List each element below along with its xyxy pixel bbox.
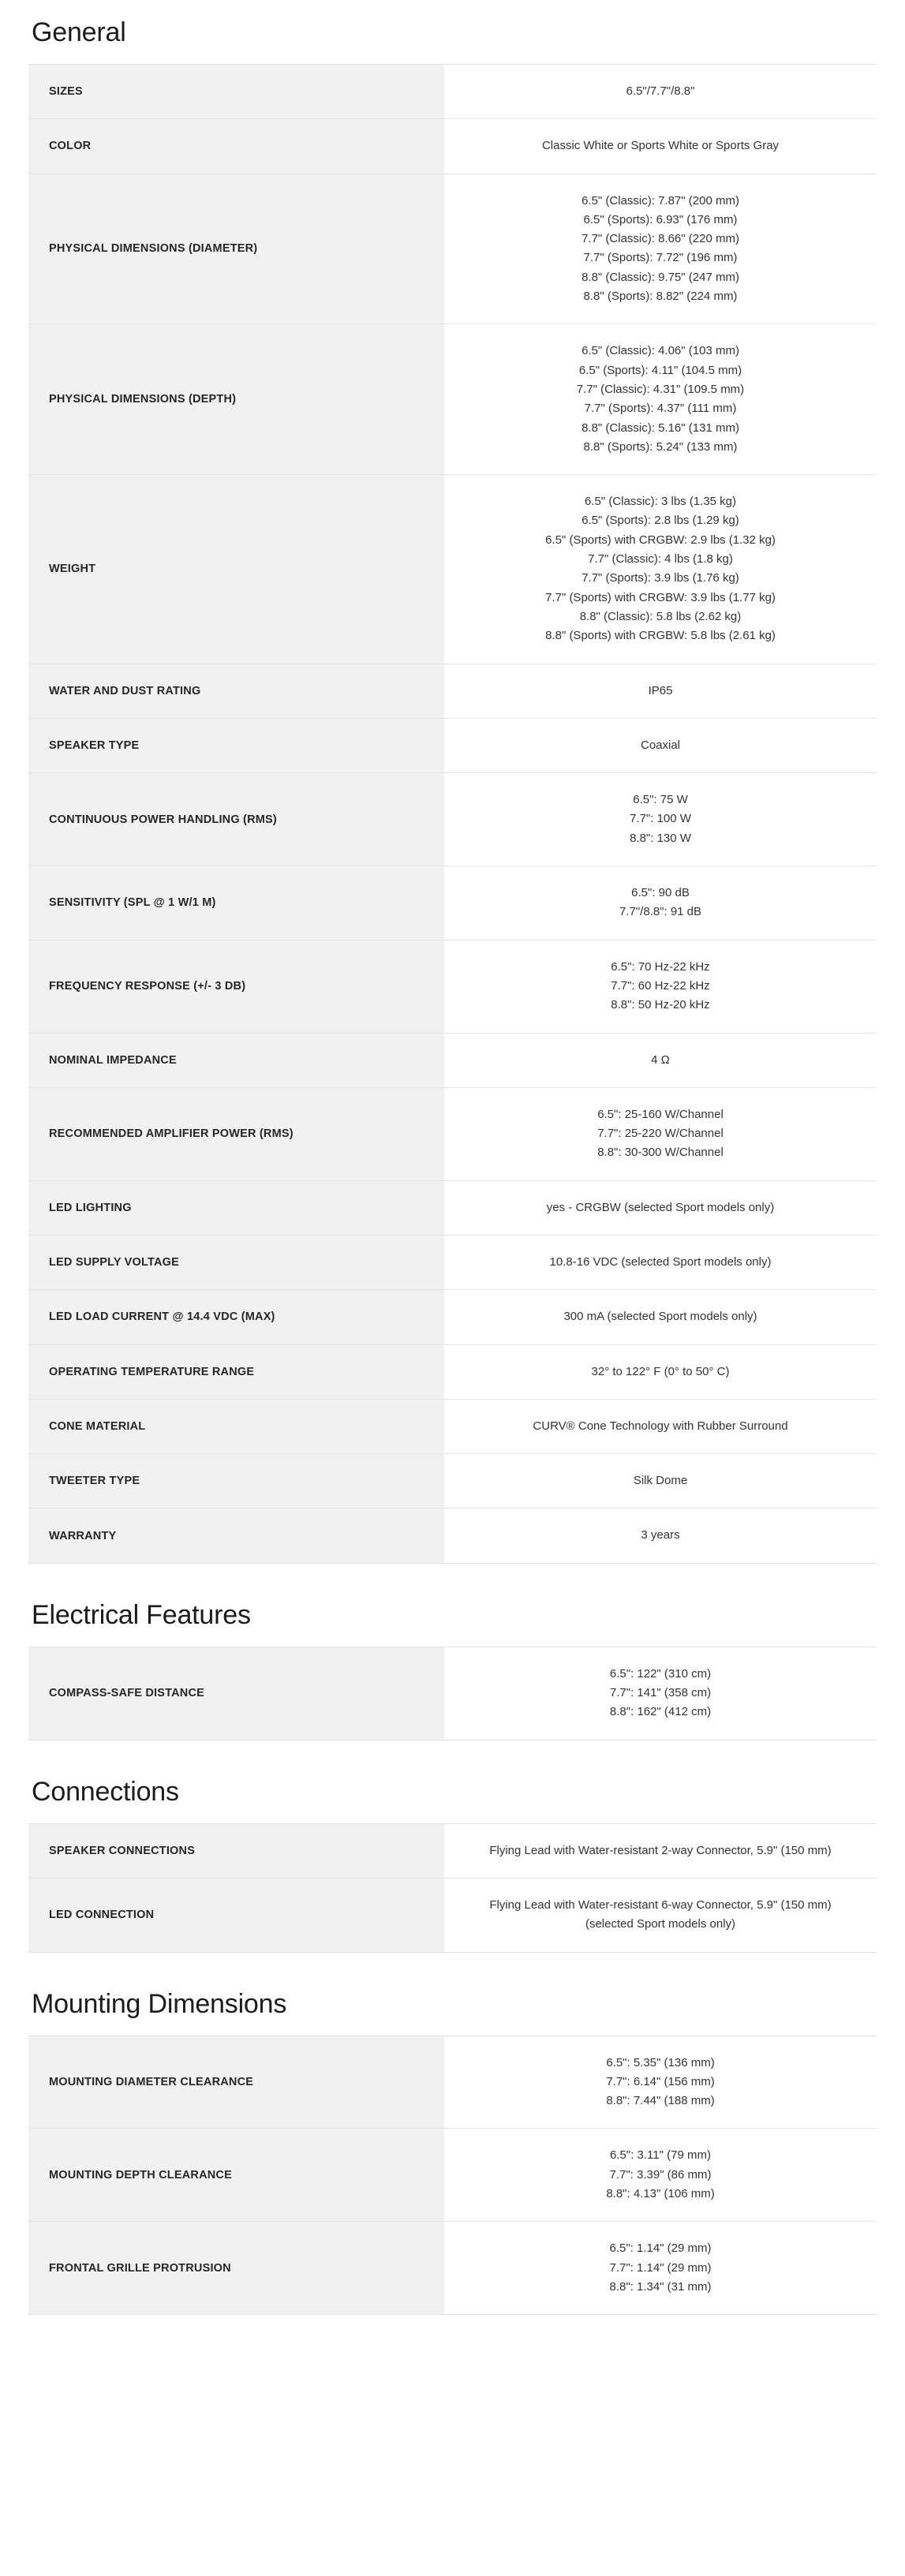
spec-value-line: 8.8": 1.34" (31 mm) [609,2279,712,2294]
spec-value-line: 6.5" (Classic): 4.06" (103 mm) [582,344,739,358]
spec-value [444,65,877,119]
spec-value-line: 7.7" (Classic): 4.31" (109.5 mm) [576,382,745,396]
spec-value [444,1454,877,1509]
spec-value [444,664,877,718]
spec-value-line: 8.8" (Classic): 9.75" (247 mm) [582,270,739,284]
section-title: Mounting Dimensions [32,1988,287,2019]
spec-table [28,64,877,1564]
spec-label: LED SUPPLY VOLTAGE [28,1235,444,1289]
spec-value-line: 6.5" (Sports) with CRGBW: 2.9 lbs (1.32 kg) [545,533,776,547]
spec-label: PHYSICAL DIMENSIONS (DEPTH) [28,324,444,475]
spec-label: PHYSICAL DIMENSIONS (DIAMETER) [28,174,444,324]
spec-value-line: 6.5" (Classic): 3 lbs (1.35 kg) [584,495,737,509]
section-title: Electrical Features [32,1599,251,1630]
spec-value [444,1647,877,1740]
spec-value-line: 7.7": 25-220 W/Channel [597,1127,724,1141]
table-row [28,119,877,174]
spec-value-line: 7.7": 1.14" (29 mm) [609,2260,712,2275]
spec-value-line: 7.7": 100 W [630,812,691,826]
spec-label: MOUNTING DEPTH CLEARANCE [28,2129,444,2222]
spec-value [444,324,877,475]
spec-value-line: 8.8": 130 W [630,831,691,845]
spec-value-line: 6.5": 5.35" (136 mm) [606,2055,715,2069]
spec-section [28,1989,877,2316]
spec-table [28,1823,877,1953]
spec-value-line: 7.7": 60 Hz-22 kHz [611,978,710,993]
table-row [28,664,877,718]
table-row [28,2036,877,2129]
spec-value-line: 7.7" (Sports): 3.9 lbs (1.76 kg) [582,571,739,585]
spec-value [444,1344,877,1399]
table-row [28,1878,877,1952]
table-row [28,866,877,940]
spec-value-line: 6.5" (Sports): 2.8 lbs (1.29 kg) [582,514,739,528]
table-row [28,1033,877,1087]
spec-label: SPEAKER TYPE [28,718,444,772]
spec-label: WEIGHT [28,475,444,664]
spec-value-line: 6.5": 3.11" (79 mm) [610,2148,711,2163]
spec-value [444,1823,877,1878]
spec-value-line: 8.8" (Sports): 8.82" (224 mm) [583,290,738,304]
table-row [28,1823,877,1878]
spec-value [444,1878,877,1952]
spec-label: SPEAKER CONNECTIONS [28,1823,444,1878]
spec-value-line: CURV® Cone Technology with Rubber Surround [533,1419,788,1433]
spec-value-line: 8.8": 50 Hz-20 kHz [611,998,710,1012]
table-row [28,475,877,664]
spec-value-line: 7.7" (Classic): 4 lbs (1.8 kg) [588,552,733,566]
spec-value-line: 8.8": 30-300 W/Channel [597,1146,724,1160]
spec-value-line: 7.7": 6.14" (156 mm) [606,2074,715,2088]
table-row [28,718,877,772]
spec-value [444,718,877,772]
spec-section [28,1777,877,1953]
spec-value-line: 8.8" (Sports): 5.24" (133 mm) [583,439,738,454]
spec-value-line: 8.8": 4.13" (106 mm) [606,2187,715,2201]
spec-value-line: 6.5" (Classic): 7.87" (200 mm) [582,193,739,208]
spec-label: NOMINAL IMPEDANCE [28,1033,444,1087]
spec-label: OPERATING TEMPERATURE RANGE [28,1344,444,1399]
table-row [28,1235,877,1289]
spec-label: MOUNTING DIAMETER CLEARANCE [28,2036,444,2129]
spec-value [444,119,877,174]
spec-label: COLOR [28,119,444,174]
spec-value-line: 6.5" (Sports): 4.11" (104.5 mm) [578,363,742,377]
spec-value-line: 7.7"/8.8": 91 dB [619,905,702,919]
spec-label: LED CONNECTION [28,1878,444,1952]
section-title: Connections [32,1776,179,1807]
spec-value-line: Silk Dome [633,1474,688,1488]
spec-table [28,1647,877,1740]
spec-value [444,2129,877,2222]
spec-value [444,773,877,866]
spec-value [444,940,877,1033]
spec-value [444,1087,877,1180]
spec-value-line: IP65 [648,683,673,697]
spec-value-line: 6.5": 70 Hz-22 kHz [611,959,710,974]
spec-value-line: 10.8-16 VDC (selected Sport models only) [549,1254,772,1269]
table-row [28,2222,877,2315]
spec-value-line: 7.7": 141" (358 cm) [609,1686,712,1700]
spec-value [444,1180,877,1235]
spec-value-line: 6.5" (Sports): 6.93" (176 mm) [583,212,738,226]
spec-value-line: 7.7" (Sports): 4.37" (111 mm) [584,402,737,416]
spec-label: FRONTAL GRILLE PROTRUSION [28,2222,444,2315]
spec-value [444,174,877,324]
spec-value-line: 6.5": 75 W [633,793,688,807]
spec-value-line: 8.8": 7.44" (188 mm) [606,2094,715,2108]
spec-label: CONE MATERIAL [28,1399,444,1453]
spec-label: SIZES [28,65,444,119]
spec-label: TWEETER TYPE [28,1454,444,1509]
table-row [28,1290,877,1344]
table-row [28,65,877,119]
spec-label: RECOMMENDED AMPLIFIER POWER (RMS) [28,1087,444,1180]
spec-value-line: yes - CRGBW (selected Sport models only) [546,1200,775,1214]
spec-value-line: 6.5": 1.14" (29 mm) [609,2241,712,2256]
spec-value-line: 7.7": 3.39" (86 mm) [609,2167,712,2182]
spec-label: LED LOAD CURRENT @ 14.4 VDC (MAX) [28,1290,444,1344]
spec-value-line: Flying Lead with Water-resistant 6-way Connector, 5.9" (150 mm) (selected Sport models only) [489,1897,832,1931]
spec-sections [28,17,877,2315]
spec-label: COMPASS-SAFE DISTANCE [28,1647,444,1740]
spec-sheet-page [0,17,905,2395]
spec-value-line: 3 years [641,1528,680,1542]
spec-label: LED LIGHTING [28,1180,444,1235]
table-row [28,940,877,1033]
spec-value-line: 7.7" (Sports) with CRGBW: 3.9 lbs (1.77 kg) [545,590,776,604]
spec-value-line: 6.5": 122" (310 cm) [609,1666,712,1681]
spec-table [28,2036,877,2316]
table-row [28,2129,877,2222]
table-row [28,1509,877,1563]
spec-value-line: Flying Lead with Water-resistant 2-way Connector, 5.9" (150 mm) [489,1843,832,1857]
spec-value-line: 8.8" (Classic): 5.8 lbs (2.62 kg) [579,609,742,623]
spec-value [444,1290,877,1344]
spec-label: SENSITIVITY (SPL @ 1 W/1 M) [28,866,444,940]
spec-value [444,1235,877,1289]
table-row [28,1454,877,1509]
spec-value [444,2222,877,2315]
spec-label: WATER AND DUST RATING [28,664,444,718]
spec-label: FREQUENCY RESPONSE (+/- 3 DB) [28,940,444,1033]
spec-value [444,475,877,664]
spec-label: CONTINUOUS POWER HANDLING (RMS) [28,773,444,866]
spec-value [444,1033,877,1087]
spec-value-line: Coaxial [640,738,681,752]
spec-value [444,1509,877,1563]
spec-value-line: 300 mA (selected Sport models only) [563,1310,757,1324]
spec-value-line: 7.7" (Classic): 8.66" (220 mm) [582,232,739,246]
spec-value-line: 8.8": 162" (412 cm) [609,1705,712,1719]
spec-value-line: 6.5"/7.7"/8.8" [626,84,695,98]
section-title: General [32,17,126,47]
table-row [28,1180,877,1235]
table-row [28,1344,877,1399]
table-row [28,324,877,475]
spec-value-line: 32° to 122° F (0° to 50° C) [591,1364,730,1378]
spec-value [444,866,877,940]
table-row [28,1087,877,1180]
spec-value-line: 7.7" (Sports): 7.72" (196 mm) [583,251,738,265]
table-row [28,174,877,324]
spec-section [28,1600,877,1740]
spec-value [444,1399,877,1453]
table-row [28,1647,877,1740]
spec-value-line: 6.5": 25-160 W/Channel [597,1107,724,1121]
spec-value-line: 6.5": 90 dB [631,886,690,900]
spec-value-line: 8.8" (Classic): 5.16" (131 mm) [582,421,739,435]
spec-value-line: Classic White or Sports White or Sports Gray [541,139,780,153]
spec-value-line: 4 Ω [651,1052,670,1067]
spec-value [444,2036,877,2129]
spec-section [28,17,877,1564]
table-row [28,1399,877,1453]
spec-label: WARRANTY [28,1509,444,1563]
spec-value-line: 8.8" (Sports) with CRGBW: 5.8 lbs (2.61 kg) [545,629,776,643]
table-row [28,773,877,866]
